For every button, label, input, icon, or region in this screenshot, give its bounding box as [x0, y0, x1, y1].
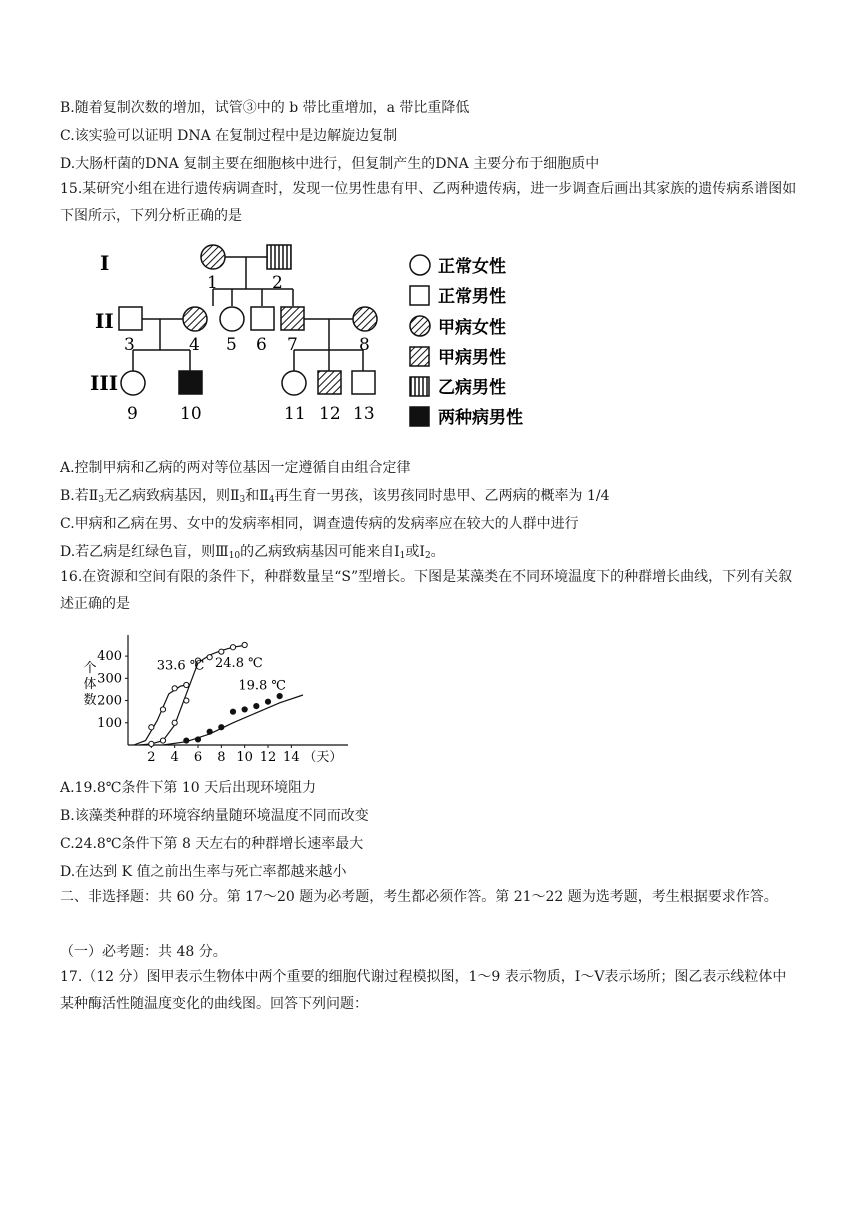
data-point	[277, 694, 282, 699]
legend-symbol-both-diseases-male	[410, 407, 429, 426]
chart-axes	[83, 635, 348, 765]
q17-stem: 17.（12 分）图甲表示生物体中两个重要的细胞代谢过程模拟图，1～9 表示物质，Ⅰ～Ⅴ表示场所；图乙表示线粒体中某种酶活性随温度变化的曲线图。回答下列问题：	[60, 969, 787, 1012]
data-point	[172, 720, 177, 725]
q15-option-d-text-2: 的乙病致病基因可能来自Ⅰ	[240, 544, 400, 560]
individual-11	[282, 371, 306, 395]
individual-number-11: 11	[284, 404, 306, 424]
data-point	[184, 682, 189, 687]
legend-label-disease-b-male: 乙病男性	[438, 378, 506, 398]
data-point	[230, 709, 235, 714]
legend-label-normal-female: 正常女性	[438, 257, 506, 277]
q14-option-d: D.大肠杆菌的DNA 复制主要在细胞核中进行，但复制产生的DNA 主要分布于细胞质中	[60, 156, 600, 172]
legend-symbol-disease-b-male	[410, 377, 429, 396]
q15-option-a: A.控制甲病和乙病的两对等位基因一定遵循自由组合定律	[60, 460, 411, 476]
y-tick-label: 100	[97, 715, 122, 731]
section-2-header: 二、非选择题：共 60 分。第 17～20 题为必考题，考生都必须作答。第 21～22 题为选考题，考生根据要求作答。	[60, 889, 778, 905]
individual-number-7: 7	[287, 335, 298, 355]
individual-9	[121, 371, 145, 395]
data-point	[172, 686, 177, 691]
data-point	[254, 704, 259, 709]
q15-option-b-sub-2: 3	[239, 495, 246, 505]
pedigree-chart	[90, 240, 550, 430]
individual-number-1: 1	[207, 273, 218, 293]
individual-number-12: 12	[319, 404, 341, 424]
q15-stem: 15.某研究小组在进行遗传病调查时，发现一位男性患有甲、乙两种遗传病，进一步调查后画出其家族的遗传病系谱图如下图所示，下列分析正确的是	[60, 181, 797, 224]
q15-option-d-text-4: 。	[430, 544, 445, 560]
data-point	[230, 645, 235, 650]
q15-option-d-sub-1: 10	[228, 551, 241, 561]
x-axis-label: （天）	[303, 750, 343, 765]
legend-label-normal-male: 正常男性	[438, 287, 506, 307]
individual-number-3: 3	[124, 335, 135, 355]
q15-option-b-text-2: 无乙病致病基因，则Ⅱ	[104, 488, 240, 504]
x-tick-label: 4	[170, 750, 179, 765]
q16-option-a: A.19.8℃条件下第 10 天后出现环境阻力	[60, 780, 317, 796]
legend-symbol-normal-male	[410, 286, 429, 305]
q15-option-d-sub-2: 1	[399, 551, 406, 561]
q16-option-b: B.该藻类种群的环境容纳量随环境温度不同而改变	[60, 808, 369, 824]
data-point	[207, 655, 212, 660]
data-point	[207, 729, 212, 734]
q16-option-d: D.在达到 K 值之前出生率与死亡率都越来越小	[60, 864, 347, 880]
legend-label-disease-a-male: 甲病男性	[438, 348, 506, 368]
data-point	[149, 741, 154, 746]
individual-10	[179, 371, 202, 394]
series-label: 24.8 ℃	[215, 656, 263, 672]
x-tick-label: 12	[259, 750, 277, 765]
data-point	[160, 707, 165, 712]
data-point	[219, 725, 224, 730]
individual-4	[183, 307, 207, 331]
q15-option-b-sub-3: 4	[268, 495, 275, 505]
individual-12	[318, 371, 341, 394]
x-tick-label: 6	[193, 750, 203, 765]
x-tick-label: 14	[283, 750, 300, 765]
individual-number-2: 2	[272, 273, 283, 293]
q15-option-d-text-3: 或Ⅰ	[405, 544, 425, 560]
x-tick-label: 10	[236, 750, 253, 765]
q15-option-d	[60, 542, 445, 566]
data-point	[265, 699, 270, 704]
individual-1	[201, 245, 225, 269]
individual-number-9: 9	[127, 404, 138, 424]
q15-option-c: C.甲病和乙病在男、女中的发病率相同，调查遗传病的发病率应在较大的人群中进行	[60, 516, 579, 532]
series-label: 33.6 ℃	[156, 658, 205, 674]
section-2-subheader: （一）必考题：共 48 分。	[60, 944, 227, 960]
q14-option-b: B.随着复制次数的增加，试管③中的 b 带比重增加，a 带比重降低	[60, 100, 470, 116]
q15-option-d-sub-3: 2	[424, 551, 431, 561]
individual-3	[119, 307, 142, 330]
x-tick-label: 8	[217, 750, 226, 765]
individual-6	[251, 307, 274, 330]
individual-2	[267, 245, 291, 269]
y-tick-label: 200	[97, 693, 122, 709]
legend-symbol-disease-a-male	[410, 347, 429, 366]
legend-label-both-diseases-male: 两种病男性	[438, 408, 523, 428]
individual-number-5: 5	[226, 335, 237, 355]
individual-number-8: 8	[359, 335, 370, 355]
q15-option-b	[60, 486, 609, 510]
individual-8	[353, 307, 377, 331]
individual-7	[281, 307, 304, 330]
q15-option-b-text-1: B.若Ⅱ	[60, 488, 99, 504]
q15-option-b-text-4: 再生育一男孩，该男孩同时患甲、乙两病的概率为 1/4	[274, 488, 610, 504]
x-tick-label: 2	[147, 750, 156, 765]
gen-label-3: III	[90, 371, 119, 395]
y-tick-label: 300	[97, 671, 122, 687]
individual-13	[352, 371, 375, 394]
data-point	[184, 738, 189, 743]
gen-label-2: II	[95, 309, 114, 333]
series-label: 19.8 ℃	[238, 678, 286, 694]
q15-option-b-text-3: 和Ⅱ	[245, 488, 269, 504]
data-point	[242, 642, 247, 647]
q16-option-c: C.24.8℃条件下第 8 天左右的种群增长速率最大	[60, 836, 364, 852]
q16-stem: 16.在资源和空间有限的条件下，种群数量呈“S”型增长。下图是某藻类在不同环境温度下的种群增长曲线，下列有关叙述正确的是	[60, 569, 793, 612]
legend-label-disease-a-female: 甲病女性	[438, 318, 506, 338]
q15-option-b-sub-1: 3	[98, 495, 104, 505]
individual-number-4: 4	[189, 335, 200, 355]
individual-number-6: 6	[256, 335, 267, 355]
data-point	[149, 725, 154, 730]
gen-label-1: I	[100, 251, 110, 275]
y-tick-label: 400	[97, 649, 122, 665]
y-axis-label: 个体数	[83, 661, 97, 708]
data-point	[184, 698, 189, 703]
data-point	[195, 737, 200, 742]
individual-number-13: 13	[353, 404, 375, 424]
legend-symbol-normal-female	[410, 255, 430, 275]
data-point	[219, 649, 224, 654]
q14-option-c: C.该实验可以证明 DNA 在复制过程中是边解旋边复制	[60, 128, 398, 144]
data-point	[242, 707, 247, 712]
individual-5	[220, 307, 244, 331]
individual-number-10: 10	[180, 404, 202, 424]
data-point	[160, 738, 165, 743]
legend-symbol-disease-a-female	[410, 316, 430, 336]
population-growth-chart	[78, 630, 378, 765]
q15-option-d-text-1: D.若乙病是红绿色盲，则Ⅲ	[60, 544, 229, 560]
